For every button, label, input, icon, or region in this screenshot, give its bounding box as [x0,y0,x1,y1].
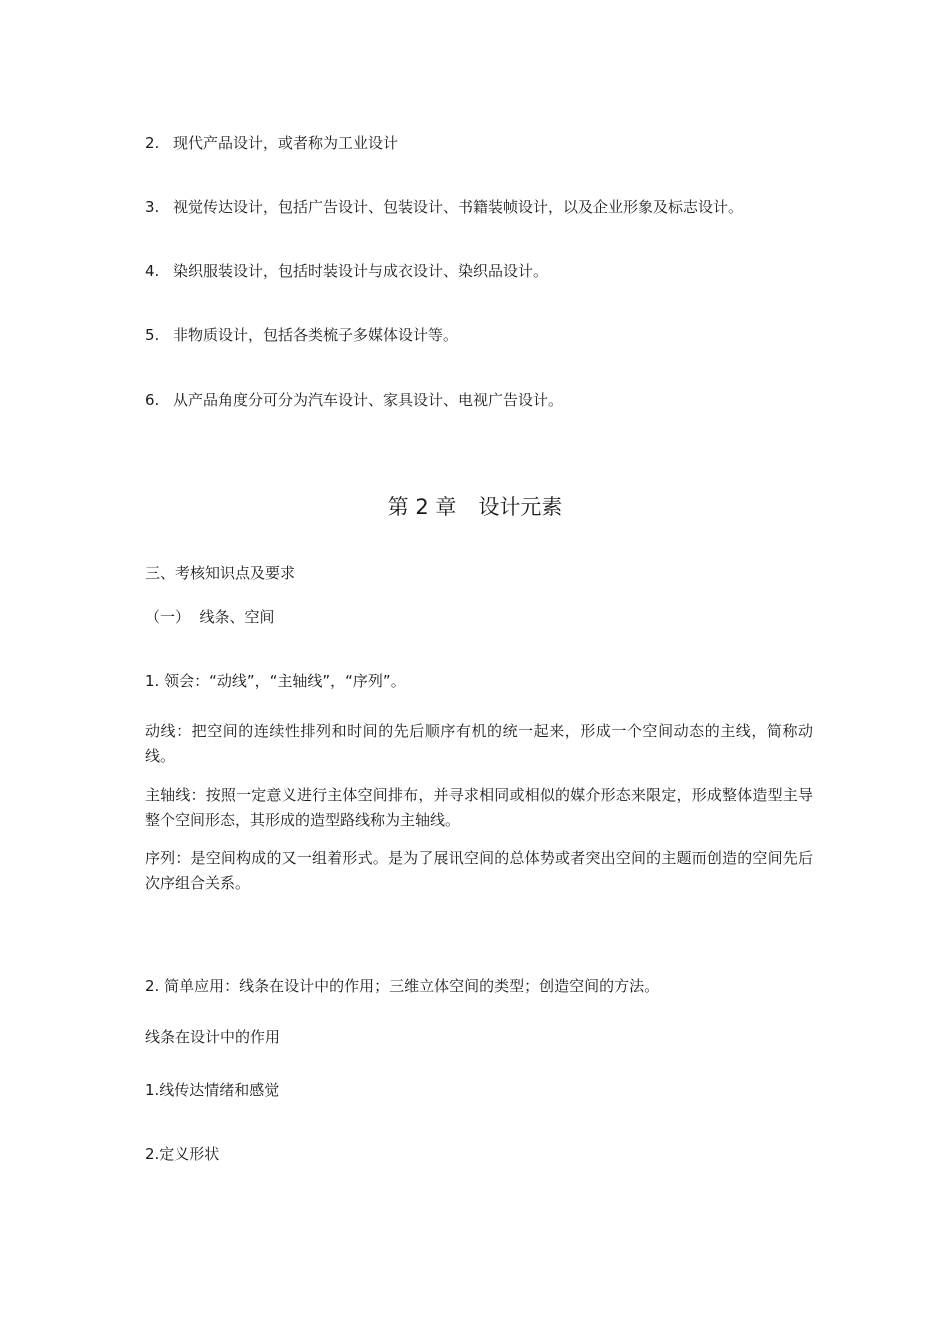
definition-paragraph: 序列：是空间构成的又一组着形式。是为了展讯空间的总体势或者突出空间的主题而创造的空间先后次序组合关系。 [145,849,813,892]
list-text: 视觉传达设计，包括广告设计、包装设计、书籍装帧设计，以及企业形象及标志设计。 [173,198,744,216]
list-item [145,260,548,282]
list-number: 4. [145,262,160,280]
list-item [145,324,458,346]
chapter-heading [0,493,950,521]
list-number: 2. [145,134,160,152]
role-item: 1.线传达情绪和感觉 [145,1081,280,1099]
list-number: 5. [145,326,160,344]
list-item [145,196,743,218]
role-item: 2.定义形状 [145,1145,220,1163]
list-text: 染织服装设计，包括时装设计与成衣设计、染织品设计。 [173,262,549,280]
list-number: 6. [145,391,160,409]
subsection-heading: （一） 线条、空间 [145,608,275,626]
definition-paragraph: 动线：把空间的连续性排列和时间的先后顺序有机的统一起来，形成一个空间动态的主线，简称动线。 [145,722,813,765]
list-item [145,132,398,154]
list-item [145,389,563,411]
section-heading: 三、考核知识点及要求 [145,564,296,582]
definition-paragraph: 主轴线：按照一定意义进行主体空间排布，并寻求相同或相似的媒介形态来限定，形成整体造型主导整个空间形态，其形成的造型路线称为主轴线。 [145,786,813,829]
chapter-title: 设计元素 [478,495,563,519]
list-text: 非物质设计，包括各类梳子多媒体设计等。 [173,326,459,344]
list-text: 现代产品设计，或者称为工业设计 [173,134,399,152]
list-number: 3. [145,198,160,216]
item-understand: 1. 领会：“动线”，“主轴线”，“序列”。 [145,672,406,690]
list-text: 从产品角度分可分为汽车设计、家具设计、电视广告设计。 [173,391,564,409]
roles-heading: 线条在设计中的作用 [145,1028,281,1046]
chapter-number: 第 2 章 [387,495,457,519]
item-apply: 2. 简单应用：线条在设计中的作用；三维立体空间的类型；创造空间的方法。 [145,977,660,995]
